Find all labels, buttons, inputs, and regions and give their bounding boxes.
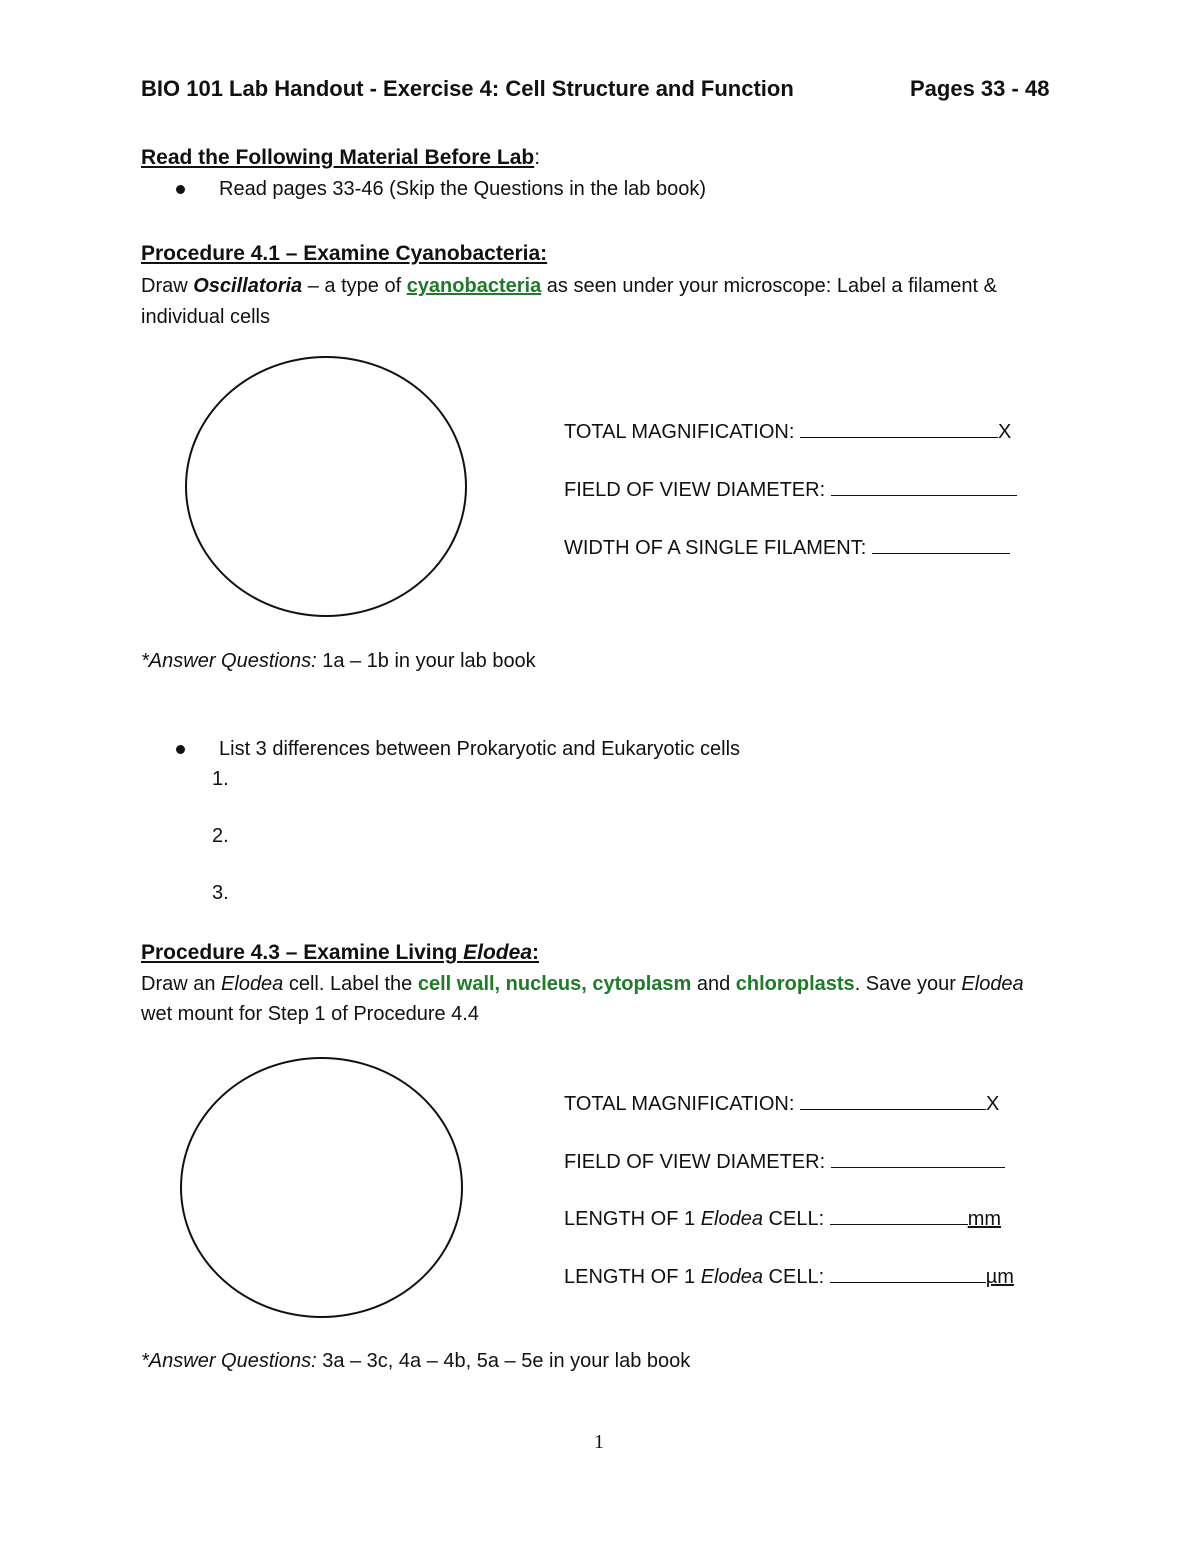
field-label: CELL:: [762, 1266, 825, 1288]
answer-blank[interactable]: [831, 478, 1017, 496]
instr-structures: cell wall, nucleus, cytoplasm: [417, 973, 692, 995]
field-label: LENGTH OF 1: [564, 1208, 701, 1230]
heading-elodea: Elodea: [463, 941, 532, 964]
field-elodea-length-um: [564, 1265, 1014, 1289]
answer-text: 1a – 1b in your lab book: [316, 650, 536, 672]
procedure-4-3-instructions-line2: wet mount for Step 1 of Procedure 4.4: [141, 1003, 479, 1025]
prelab-heading-colon: :: [534, 146, 541, 169]
answer-text: 3a – 3c, 4a – 4b, 5a – 5e in your lab book: [316, 1350, 691, 1372]
field-label: CELL:: [762, 1208, 825, 1230]
instr-text: as seen under your microscope: Label a filament &: [541, 275, 998, 297]
instr-text: – a type of: [302, 275, 407, 297]
answer-label: *Answer Questions:: [141, 1350, 317, 1372]
bullet-icon: [176, 185, 185, 194]
procedure-4-1-answer-questions: [141, 650, 536, 673]
unit-um: µm: [985, 1266, 1014, 1288]
field-label: WIDTH OF A SINGLE FILAMENT:: [564, 537, 867, 559]
page-number: 1: [594, 1431, 604, 1453]
field-total-magnification-2: [564, 1092, 999, 1116]
page-range: Pages 33 - 48: [910, 76, 1050, 101]
procedure-4-1-heading: Procedure 4.1 – Examine Cyanobacteria:: [141, 242, 548, 265]
answer-blank[interactable]: [830, 1265, 986, 1283]
field-label-elodea: Elodea: [700, 1208, 763, 1230]
instr-text: . Save your: [854, 973, 962, 995]
field-total-magnification-1: [564, 420, 1011, 444]
difference-item-3: 3.: [212, 882, 229, 904]
field-suffix: X: [985, 1093, 1000, 1115]
unit-mm: mm: [967, 1208, 1002, 1230]
field-suffix: X: [997, 421, 1012, 443]
instr-oscillatoria: Oscillatoria: [193, 275, 303, 297]
answer-blank[interactable]: [872, 536, 1010, 554]
prelab-bullet-text: Read pages 33-46 (Skip the Questions in the lab book): [219, 178, 706, 200]
heading-colon: :: [532, 941, 539, 964]
field-label: FIELD OF VIEW DIAMETER:: [564, 1151, 826, 1173]
procedure-4-3-answer-questions: [141, 1350, 690, 1373]
instr-chloroplasts: chloroplasts: [735, 973, 855, 995]
field-label: TOTAL MAGNIFICATION:: [564, 421, 795, 443]
difference-item-1: 1.: [212, 768, 229, 790]
difference-item-2: 2.: [212, 825, 229, 847]
answer-blank[interactable]: [800, 420, 998, 438]
answer-label: *Answer Questions:: [141, 650, 317, 672]
differences-bullet: [176, 738, 740, 761]
drawing-circle-oscillatoria[interactable]: [185, 356, 467, 617]
field-label: TOTAL MAGNIFICATION:: [564, 1093, 795, 1115]
answer-blank[interactable]: [800, 1092, 986, 1110]
instr-text: and: [691, 973, 736, 995]
field-label: FIELD OF VIEW DIAMETER:: [564, 479, 826, 501]
answer-blank[interactable]: [831, 1150, 1005, 1168]
instr-cyanobacteria: cyanobacteria: [406, 275, 542, 297]
instr-text: Draw: [141, 275, 194, 297]
prelab-bullet: [176, 178, 706, 201]
instr-elodea: Elodea: [221, 973, 284, 995]
field-label: LENGTH OF 1: [564, 1266, 701, 1288]
prelab-heading: Read the Following Material Before Lab: [141, 146, 535, 169]
drawing-circle-elodea[interactable]: [180, 1057, 463, 1318]
instr-elodea: Elodea: [961, 973, 1024, 995]
heading-text: Procedure 4.3 – Examine Living: [141, 941, 464, 964]
field-fov-diameter-2: [564, 1150, 1005, 1174]
procedure-4-1-instructions: [141, 275, 997, 298]
prelab-heading-line: [141, 146, 540, 170]
procedure-4-1-instructions-line2: individual cells: [141, 306, 270, 328]
instr-text: Draw an: [141, 973, 222, 995]
differences-bullet-text: List 3 differences between Prokaryotic and Eukaryotic cells: [219, 738, 741, 760]
field-elodea-length-mm: [564, 1207, 1001, 1231]
bullet-icon: [176, 745, 185, 754]
instr-text: cell. Label the: [283, 973, 418, 995]
field-label-elodea: Elodea: [700, 1266, 763, 1288]
procedure-4-3-instructions: [141, 973, 1024, 996]
document-title: BIO 101 Lab Handout - Exercise 4: Cell Structure and Function: [141, 76, 794, 101]
field-fov-diameter-1: [564, 478, 1017, 502]
answer-blank[interactable]: [830, 1207, 968, 1225]
procedure-4-3-heading: [141, 941, 539, 965]
field-filament-width: [564, 536, 1010, 560]
